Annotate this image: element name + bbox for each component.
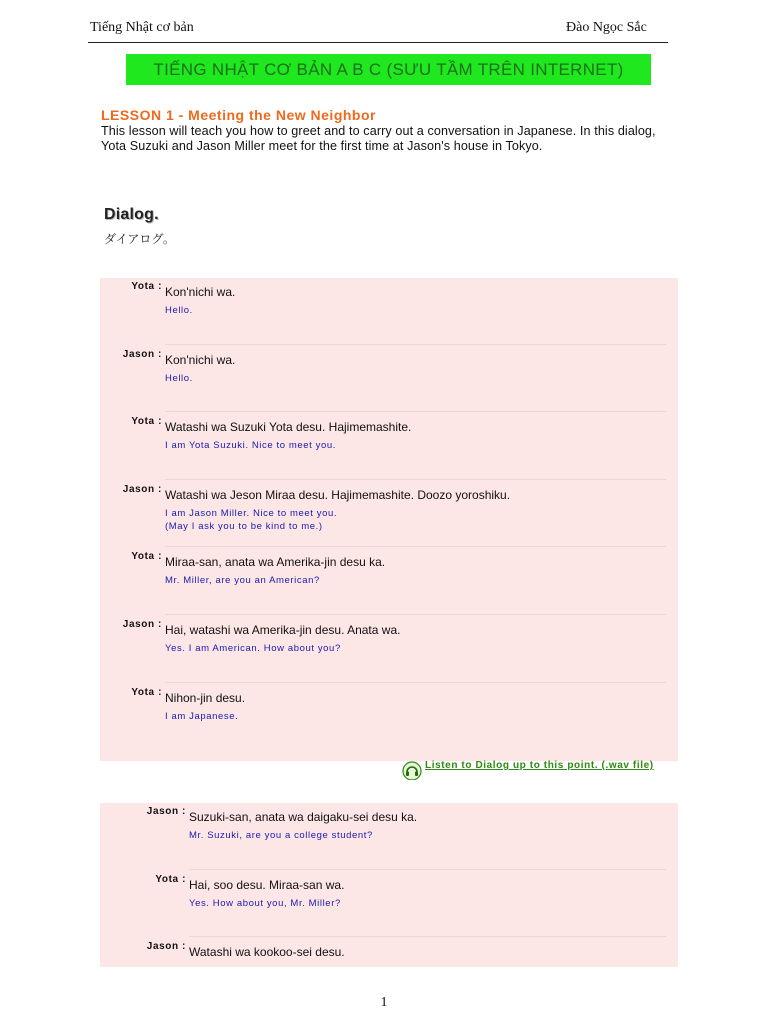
english-translation-note: (May I ask you to be kind to me.) — [165, 520, 323, 532]
speaker-label: Yota : — [131, 686, 162, 698]
row-divider — [189, 936, 666, 937]
speaker-label: Jason : — [146, 806, 186, 817]
japanese-line: Watashi wa Jeson Miraa desu. Hajimemashite. Doozo yoroshiku. — [165, 487, 511, 502]
english-translation: Mr. Suzuki, are you a college student? — [189, 830, 373, 841]
speaker-label: Jason : — [122, 483, 162, 495]
dialog-turn — [100, 280, 678, 348]
japanese-line: Hai, soo desu. Miraa-san wa. — [189, 877, 345, 892]
header-left-title: Tiếng Nhật cơ bản — [90, 20, 194, 35]
speaker-label: Yota : — [131, 416, 162, 428]
japanese-line: Hai, watashi wa Amerika-jin desu. Anata wa. — [165, 622, 401, 637]
dialog-logo-english: Dialog. — [104, 206, 159, 223]
dialog-turn — [100, 873, 678, 941]
dialog-turn — [100, 415, 678, 483]
dialog-turn — [100, 483, 678, 551]
japanese-line: Watashi wa kookoo-sei desu. — [189, 945, 345, 960]
page-number: 1 — [380, 995, 388, 1010]
speaker-label: Yota : — [131, 551, 162, 563]
row-divider — [189, 869, 666, 870]
english-translation: I am Jason Miller. Nice to meet you. — [165, 507, 338, 519]
japanese-line: Miraa-san, anata wa Amerika-jin desu ka. — [165, 555, 386, 570]
japanese-line: Watashi wa Suzuki Yota desu. Hajimemashite. — [165, 420, 412, 435]
listen-link-text[interactable]: Listen to Dialog up to this point. (.wav file) — [425, 760, 654, 771]
dialog-box-1 — [100, 278, 678, 761]
title-banner: TIẾNG NHẬT CƠ BẢN A B C (SƯU TẦM TRÊN INTERNET) — [126, 54, 651, 85]
japanese-line: Suzuki-san, anata wa daigaku-sei desu ka. — [189, 810, 418, 824]
header-author: Đào Ngọc Sắc — [566, 20, 647, 35]
dialog-turn — [100, 805, 678, 873]
dialog-turn — [100, 550, 678, 618]
speaker-label: Jason : — [122, 348, 162, 360]
row-divider — [165, 344, 666, 345]
speaker-label: Jason : — [122, 618, 162, 630]
english-translation: I am Yota Suzuki. Nice to meet you. — [165, 440, 336, 452]
row-divider — [165, 546, 666, 547]
dialog-box-2 — [100, 803, 678, 967]
row-divider — [165, 411, 666, 412]
speaker-label: Jason : — [146, 941, 186, 953]
speaker-label: Yota : — [155, 873, 186, 885]
english-translation: Mr. Miller, are you an American? — [165, 575, 320, 587]
speaker-label: Yota : — [131, 281, 162, 292]
lesson-intro: This lesson will teach you how to greet and to carry out a conversation in Japanese. In this dialog, Yota Suzuki and Jason Miller meet for the first time at Jason's house in Tokyo. — [101, 124, 656, 153]
dialog-logo — [104, 206, 175, 247]
headphones-icon[interactable] — [402, 760, 422, 780]
english-translation: Hello. — [165, 372, 193, 384]
dialog-turn — [100, 618, 678, 686]
dialog-turn — [100, 348, 678, 416]
japanese-line: Kon'nichi wa. — [165, 352, 236, 367]
header-divider — [88, 42, 668, 43]
lesson-title: LESSON 1 - Meeting the New Neighbor — [101, 107, 376, 123]
japanese-line: Nihon-jin desu. — [165, 690, 246, 705]
row-divider — [165, 682, 666, 683]
row-divider — [165, 614, 666, 615]
english-translation: Yes. How about you, Mr. Miller? — [189, 897, 341, 909]
dialog-logo-japanese: ダイアログ。 — [104, 232, 175, 246]
english-translation: Yes. I am American. How about you? — [165, 642, 341, 654]
listen-audio-link[interactable] — [402, 760, 654, 780]
dialog-turn — [100, 686, 678, 754]
english-translation: Hello. — [165, 305, 193, 316]
japanese-line: Kon'nichi wa. — [165, 285, 236, 299]
row-divider — [165, 479, 666, 480]
english-translation: I am Japanese. — [165, 710, 239, 722]
